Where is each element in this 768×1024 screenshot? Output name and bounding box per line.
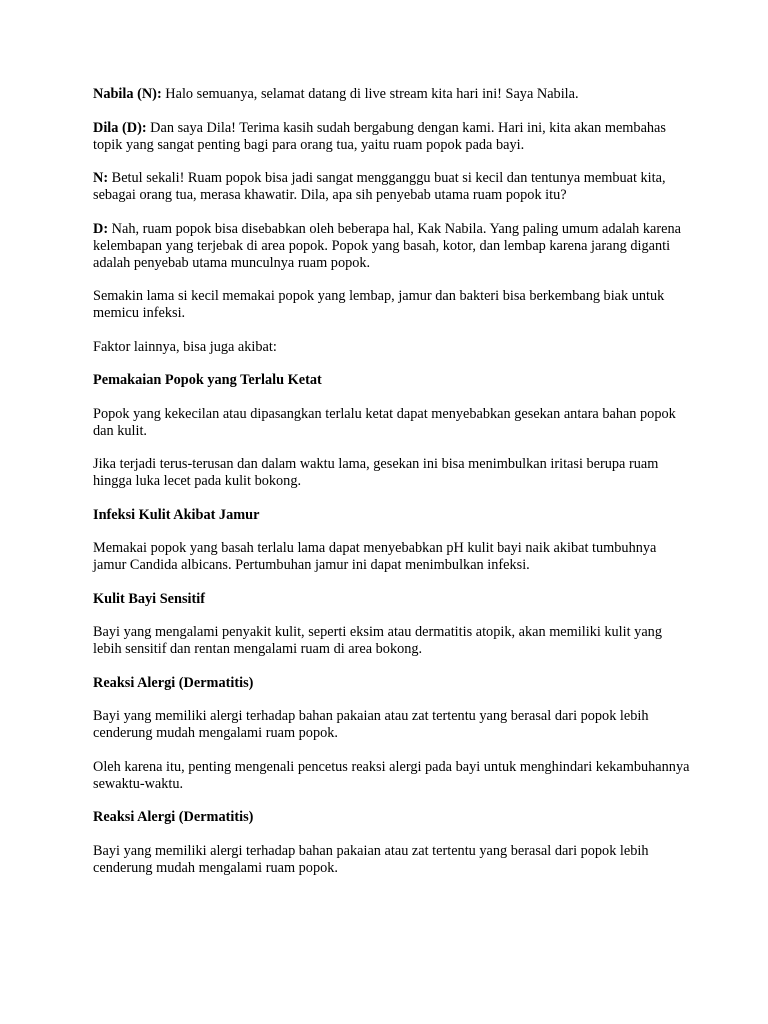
body-paragraph: Faktor lainnya, bisa juga akibat: [93, 338, 277, 355]
document-page [93, 86, 693, 893]
dialogue-line [93, 86, 693, 103]
body-paragraph: Jika terjadi terus-terusan dan dalam waktu lama, gesekan ini bisa menimbulkan iritasi berupa ruam hingga luka lecet pada kulit bokong. [93, 456, 659, 489]
dialogue-line [93, 120, 693, 154]
body-paragraph: Bayi yang memiliki alergi terhadap bahan pakaian atau zat tertentu yang berasal dari popok lebih cenderung mudah mengalami ruam popok. [93, 708, 649, 741]
dialogue-text: Nah, ruam popok bisa disebabkan oleh beberapa hal, Kak Nabila. Yang paling umum adalah karena kelembapan yang terjebak di area popok. Popok yang basah, kotor, dan lembap karena jarang diganti adalah penyebab utama munculnya ruam popok. [93, 220, 681, 271]
body-paragraph: Bayi yang mengalami penyakit kulit, seperti eksim atau dermatitis atopik, akan memiliki kulit yang lebih sensitif dan rentan mengalami ruam di area bokong. [93, 624, 662, 657]
dialogue-text: Dan saya Dila! Terima kasih sudah bergabung dengan kami. Hari ini, kita akan membahas topik yang sangat penting bagi para orang tua, yaitu ruam popok pada bayi. [93, 119, 666, 153]
body-paragraph: Popok yang kekecilan atau dipasangkan terlalu ketat dapat menyebabkan gesekan antara bahan popok dan kulit. [93, 405, 676, 439]
speaker-label: Dila (D): [93, 119, 147, 136]
section-heading: Kulit Bayi Sensitif [93, 590, 206, 607]
body-paragraph: Memakai popok yang basah terlalu lama dapat menyebabkan pH kulit bayi naik akibat tumbuhnya jamur Candida albicans. Pertumbuhan jamur ini dapat menimbulkan infeksi. [93, 540, 657, 573]
dialogue-text: Halo semuanya, selamat datang di live stream kita hari ini! Saya Nabila. [161, 86, 579, 102]
speaker-label: N: [93, 170, 109, 186]
speaker-label: D: [93, 220, 109, 237]
dialogue-text: Betul sekali! Ruam popok bisa jadi sangat mengganggu buat si kecil dan tentunya membuat kita, sebagai orang tua, merasa khawatir. Dila, apa sih penyebab utama ruam popok itu? [93, 170, 666, 203]
speaker-label: Nabila (N): [93, 86, 162, 102]
section-heading: Pemakaian Popok yang Terlalu Ketat [93, 372, 322, 388]
body-paragraph: Oleh karena itu, penting mengenali pencetus reaksi alergi pada bayi untuk menghindari kekambuhannya sewaktu-waktu. [93, 758, 690, 792]
section-heading: Infeksi Kulit Akibat Jamur [93, 506, 260, 523]
dialogue-line [93, 221, 693, 272]
body-paragraph: Semakin lama si kecil memakai popok yang lembap, jamur dan bakteri bisa berkembang biak untuk memicu infeksi. [93, 288, 665, 321]
dialogue-line [93, 170, 693, 204]
section-heading: Reaksi Alergi (Dermatitis) [93, 809, 254, 825]
section-heading: Reaksi Alergi (Dermatitis) [93, 674, 254, 691]
body-paragraph: Bayi yang memiliki alergi terhadap bahan pakaian atau zat tertentu yang berasal dari popok lebih cenderung mudah mengalami ruam popok. [93, 842, 649, 876]
